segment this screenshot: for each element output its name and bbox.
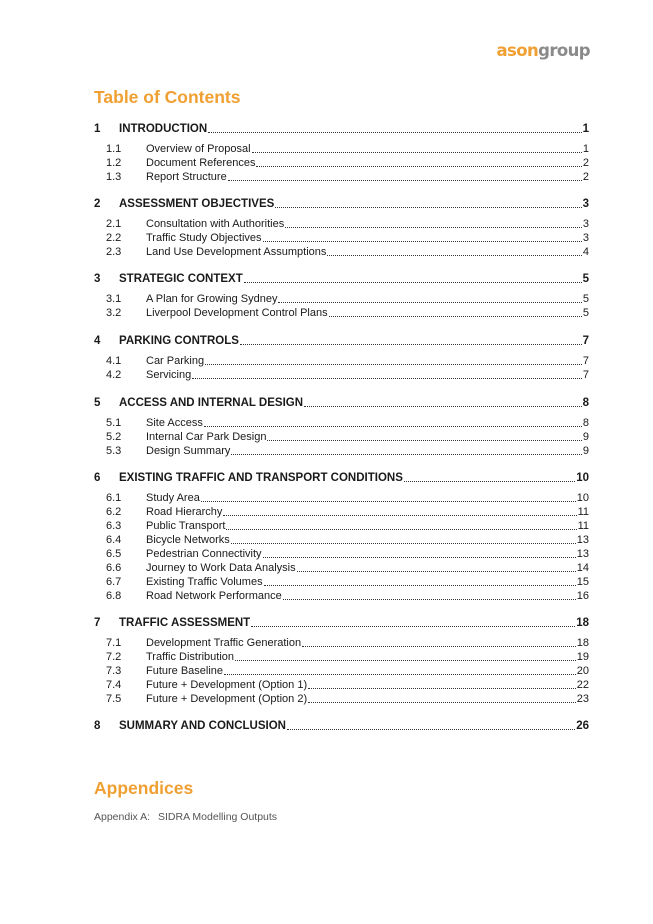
toc-entry-chapter-2[interactable]: [94, 197, 589, 211]
toc-entry-number: 6.7: [106, 576, 122, 588]
toc-entry-section-6-4[interactable]: [94, 533, 589, 547]
toc-entry-page-number: 14: [576, 562, 589, 574]
toc-dot-leader: [226, 519, 576, 530]
toc-entry-section-7-5[interactable]: [94, 692, 589, 706]
toc-dot-leader: [201, 491, 576, 502]
toc-entry-title: Design Summary: [146, 445, 231, 457]
company-logo: [497, 42, 590, 60]
toc-entry-number: 1: [94, 123, 101, 135]
toc-entry-title: Future Baseline: [146, 665, 224, 677]
toc-entry-number: 7: [94, 617, 101, 629]
toc-entry-title: PARKING CONTROLS: [119, 335, 239, 347]
toc-dot-leader: [264, 575, 576, 586]
toc-entry-section-7-4[interactable]: [94, 678, 589, 692]
toc-entry-page-number: 4: [582, 246, 589, 258]
toc-entry-chapter-6[interactable]: [94, 471, 589, 485]
toc-entry-title: Report Structure: [146, 171, 227, 183]
toc-entry-title: ASSESSMENT OBJECTIVES: [119, 198, 275, 210]
toc-entry-number: 4.2: [106, 369, 122, 381]
toc-dot-leader: [228, 170, 582, 181]
toc-entry-section-7-1[interactable]: [94, 636, 589, 650]
toc-entry-chapter-8[interactable]: [94, 719, 589, 733]
toc-dot-leader: [304, 396, 582, 407]
toc-entry-title: Internal Car Park Design: [146, 431, 267, 443]
toc-entry-number: 4.1: [106, 355, 122, 367]
toc-entry-number: 5.3: [106, 445, 122, 457]
toc-entry-title: Study Area: [146, 492, 200, 504]
toc-entry-title: INTRODUCTION: [119, 123, 208, 135]
toc-entry-number: 5.2: [106, 431, 122, 443]
toc-dot-leader: [244, 272, 582, 283]
toc-dot-leader: [278, 292, 581, 303]
toc-entry-page-number: 11: [577, 506, 589, 518]
toc-dot-leader: [223, 505, 576, 516]
toc-entry-title: Land Use Development Assumptions: [146, 246, 327, 258]
toc-dot-leader: [231, 444, 582, 455]
toc-dot-leader: [308, 678, 576, 689]
toc-entry-number: 4: [94, 335, 101, 347]
toc-entry-page-number: 8: [582, 417, 589, 429]
toc-entry-section-4-2[interactable]: [94, 368, 589, 382]
toc-dot-leader: [285, 217, 582, 228]
toc-dot-leader: [256, 156, 581, 167]
toc-entry-page-number: 9: [582, 445, 589, 457]
appendix-entry[interactable]: [94, 811, 277, 824]
toc-entry-number: 2.3: [106, 246, 122, 258]
toc-entry-title: Road Network Performance: [146, 590, 282, 602]
toc-entry-page-number: 22: [576, 679, 589, 691]
toc-entry-number: 5.1: [106, 417, 122, 429]
toc-entry-section-1-2[interactable]: [94, 156, 589, 170]
toc-entry-number: 2.1: [106, 218, 122, 230]
toc-dot-leader: [287, 719, 575, 730]
toc-entry-page-number: 3: [582, 198, 589, 210]
toc-entry-section-7-3[interactable]: [94, 664, 589, 678]
toc-entry-page-number: 9: [582, 431, 589, 443]
toc-dot-leader: [224, 664, 576, 675]
appendix-label: Appendix A:: [94, 811, 151, 823]
toc-entry-number: 2.2: [106, 232, 122, 244]
toc-entry-chapter-5[interactable]: [94, 396, 589, 410]
toc-entry-page-number: 23: [576, 693, 589, 705]
toc-dot-leader: [204, 416, 582, 427]
toc-entry-title: Future + Development (Option 1): [146, 679, 308, 691]
toc-entry-number: 6.5: [106, 548, 122, 560]
toc-dot-leader: [235, 650, 576, 661]
toc-entry-number: 6.8: [106, 590, 122, 602]
toc-entry-page-number: 18: [576, 617, 589, 629]
toc-entry-title: Traffic Study Objectives: [146, 232, 262, 244]
toc-entry-section-6-1[interactable]: [94, 491, 589, 505]
toc-entry-number: 1.3: [106, 171, 122, 183]
toc-entry-number: 7.4: [106, 679, 122, 691]
toc-dot-leader: [297, 561, 576, 572]
toc-entry-page-number: 13: [576, 534, 589, 546]
toc-entry-section-6-3[interactable]: [94, 519, 589, 533]
toc-entry-number: 6: [94, 472, 101, 484]
toc-entry-page-number: 16: [576, 590, 589, 602]
toc-entry-page-number: 3: [582, 232, 589, 244]
toc-entry-title: Public Transport: [146, 520, 226, 532]
toc-entry-number: 3: [94, 273, 101, 285]
toc-dot-leader: [302, 636, 576, 647]
toc-entry-title: ACCESS AND INTERNAL DESIGN: [119, 397, 304, 409]
toc-entry-title: Development Traffic Generation: [146, 637, 302, 649]
toc-entry-chapter-1[interactable]: [94, 122, 589, 136]
toc-entry-page-number: 2: [582, 157, 589, 169]
toc-entry-section-3-2[interactable]: [94, 306, 589, 320]
toc-dot-leader: [251, 616, 575, 627]
toc-entry-page-number: 19: [576, 651, 589, 663]
toc-entry-page-number: 15: [576, 576, 589, 588]
toc-entry-title: Pedestrian Connectivity: [146, 548, 262, 560]
toc-entry-page-number: 2: [582, 171, 589, 183]
toc-entry-number: 1.2: [106, 157, 122, 169]
toc-entry-title: TRAFFIC ASSESSMENT: [119, 617, 251, 629]
toc-entry-page-number: 5: [582, 293, 589, 305]
toc-entry-page-number: 10: [576, 472, 589, 484]
toc-entry-page-number: 7: [582, 369, 589, 381]
toc-entry-number: 6.4: [106, 534, 122, 546]
toc-entry-number: 2: [94, 198, 101, 210]
toc-dot-leader: [283, 589, 576, 600]
toc-entry-title: Liverpool Development Control Plans: [146, 307, 328, 319]
toc-entry-number: 6.1: [106, 492, 122, 504]
toc-dot-leader: [192, 368, 582, 379]
toc-entry-number: 7.3: [106, 665, 122, 677]
toc-entry-section-7-2[interactable]: [94, 650, 589, 664]
toc-entry-number: 7.2: [106, 651, 122, 663]
toc-entry-section-6-8[interactable]: [94, 589, 589, 603]
toc-entry-number: 3.2: [106, 307, 122, 319]
toc-entry-number: 6.2: [106, 506, 122, 518]
toc-entry-title: Future + Development (Option 2): [146, 693, 308, 705]
toc-entry-title: Traffic Distribution: [146, 651, 235, 663]
toc-dot-leader: [263, 547, 576, 558]
toc-entry-title: Car Parking: [146, 355, 205, 367]
toc-dot-leader: [267, 430, 581, 441]
toc-entry-number: 1.1: [106, 143, 122, 155]
toc-entry-chapter-7[interactable]: [94, 616, 589, 630]
toc-entry-title: Bicycle Networks: [146, 534, 230, 546]
toc-entry-section-6-6[interactable]: [94, 561, 589, 575]
toc-entry-page-number: 11: [577, 520, 589, 532]
toc-entry-title: Journey to Work Data Analysis: [146, 562, 296, 574]
appendices-heading: Appendices: [94, 778, 194, 798]
toc-entry-title: Overview of Proposal: [146, 143, 251, 155]
toc-entry-page-number: 5: [582, 307, 589, 319]
toc-entry-section-2-2[interactable]: [94, 231, 589, 245]
toc-entry-number: 6.3: [106, 520, 122, 532]
toc-entry-title: Site Access: [146, 417, 203, 429]
toc-entry-page-number: 7: [582, 355, 589, 367]
toc-dot-leader: [308, 692, 576, 703]
toc-entry-title: A Plan for Growing Sydney: [146, 293, 278, 305]
toc-entry-section-4-1[interactable]: [94, 354, 589, 368]
toc-entry-number: 6.6: [106, 562, 122, 574]
toc-entry-section-1-1[interactable]: [94, 142, 589, 156]
toc-entry-number: 7.5: [106, 693, 122, 705]
toc-entry-title: Existing Traffic Volumes: [146, 576, 263, 588]
toc-entry-title: EXISTING TRAFFIC AND TRANSPORT CONDITIONS: [119, 472, 403, 484]
toc-entry-section-5-3[interactable]: [94, 444, 589, 458]
toc-entry-section-1-3[interactable]: [94, 170, 589, 184]
toc-entry-title: Consultation with Authorities: [146, 218, 285, 230]
toc-dot-leader: [240, 334, 582, 345]
toc-heading: Table of Contents: [94, 87, 241, 107]
toc-entry-section-2-3[interactable]: [94, 245, 589, 259]
toc-entry-number: 5: [94, 397, 101, 409]
toc-entry-chapter-3[interactable]: [94, 272, 589, 286]
toc-entry-page-number: 18: [576, 637, 589, 649]
toc-entry-title: STRATEGIC CONTEXT: [119, 273, 243, 285]
toc-entry-section-6-5[interactable]: [94, 547, 589, 561]
toc-dot-leader: [231, 533, 576, 544]
toc-entry-title: Road Hierarchy: [146, 506, 223, 518]
toc-entry-title: SUMMARY AND CONCLUSION: [119, 720, 286, 732]
toc-entry-section-5-2[interactable]: [94, 430, 589, 444]
toc-entry-section-6-7[interactable]: [94, 575, 589, 589]
toc-dot-leader: [275, 197, 581, 208]
toc-dot-leader: [208, 122, 581, 133]
toc-entry-page-number: 20: [576, 665, 589, 677]
toc-dot-leader: [205, 354, 582, 365]
toc-entry-page-number: 13: [576, 548, 589, 560]
toc-entry-page-number: 1: [582, 143, 589, 155]
toc-entry-chapter-4[interactable]: [94, 334, 589, 348]
toc-entry-title: Document References: [146, 157, 256, 169]
toc-dot-leader: [329, 306, 582, 317]
toc-entry-page-number: 3: [582, 218, 589, 230]
toc-dot-leader: [263, 231, 582, 242]
toc-entry-page-number: 26: [576, 720, 589, 732]
toc-entry-page-number: 1: [582, 123, 589, 135]
toc-entry-page-number: 7: [582, 335, 589, 347]
toc-entry-page-number: 8: [582, 397, 589, 409]
toc-entry-section-3-1[interactable]: [94, 292, 589, 306]
toc-entry-section-2-1[interactable]: [94, 217, 589, 231]
appendix-title: SIDRA Modelling Outputs: [158, 811, 278, 823]
toc-entry-number: 3.1: [106, 293, 122, 305]
toc-entry-section-6-2[interactable]: [94, 505, 589, 519]
logo-text-ason: ason: [496, 41, 539, 60]
toc-entry-title: Servicing: [146, 369, 192, 381]
toc-entry-number: 7.1: [106, 637, 122, 649]
toc-dot-leader: [404, 471, 575, 482]
toc-entry-number: 8: [94, 720, 101, 732]
toc-dot-leader: [327, 245, 581, 256]
toc-dot-leader: [252, 142, 582, 153]
toc-entry-section-5-1[interactable]: [94, 416, 589, 430]
toc-entry-page-number: 10: [576, 492, 589, 504]
logo-text-group: group: [538, 41, 590, 60]
toc-entry-page-number: 5: [582, 273, 589, 285]
